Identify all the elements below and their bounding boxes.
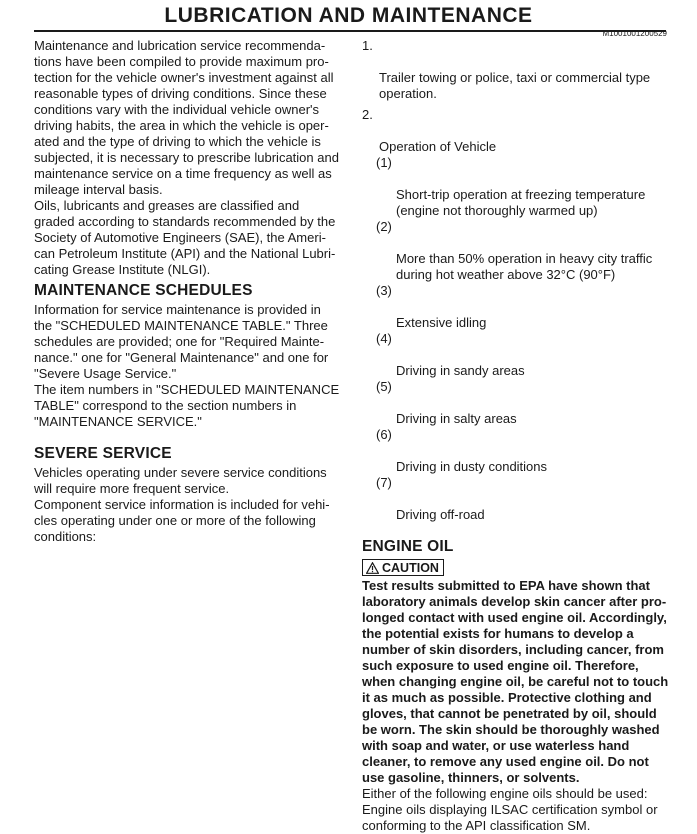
list-item-text: Operation of Vehicle — [379, 139, 497, 154]
sublist-item-text: Extensive idling — [396, 315, 487, 330]
list-item-text: Trailer towing or police, taxi or commercial type operation. — [379, 70, 651, 101]
sublist-item-number: (2) — [376, 219, 392, 234]
sublist-item — [362, 219, 671, 283]
right-column — [362, 38, 671, 834]
schedules-paragraph-2: The item numbers in "SCHEDULED MAINTENANCE TABLE" correspond to the section numbers in "MAINTENANCE SERVICE." — [34, 382, 340, 429]
sublist-item — [362, 379, 671, 427]
warning-triangle-icon — [366, 562, 379, 574]
list-item — [362, 107, 671, 155]
schedules-paragraph-1: Information for service maintenance is provided in the "SCHEDULED MAINTENANCE TABLE." Three schedules are provided; one for "Required Mainte- nance." one for "General Maintenance" and one for "Severe Usage Service." — [34, 302, 329, 381]
severe-service-heading: SEVERE SERVICE — [34, 445, 172, 462]
list-item — [362, 38, 671, 102]
sublist-item-text: More than 50% operation in heavy city traffic during hot weather above 32°C (90°F) — [396, 251, 653, 282]
sublist-item-text: Short-trip operation at freezing temperature (engine not thoroughly warmed up) — [396, 187, 646, 218]
conditions-list — [362, 38, 671, 523]
severe-paragraph-2: Component service information is included for vehi- cles operating under one or more of the following conditions: — [34, 497, 330, 544]
engine-oil-paragraph-1: Either of the following engine oils should be used: — [362, 786, 648, 801]
caution-text: Test results submitted to EPA have shown that laboratory animals develop skin cancer after pro- longed contact with used engine oil. Accordingly, the potential exists for humans to develop a number of skin disorders, including cancer, from such exposure to used engine oil. Therefore, when changing engine oil, be careful not to touch it as much as possible. Protective clothing and gloves, that cannot be penetrated by oil, should be worn. The skin should be thoroughly washed with soap and water, or use waterless hand cleaner, to remove any used engine oil. Do not use gasoline, thinners, or solvents. — [362, 578, 669, 785]
caution-label-box — [362, 559, 444, 576]
document-code: M1001001200529 — [602, 29, 667, 38]
severe-paragraph-1: Vehicles operating under severe service conditions will require more frequent service. — [34, 465, 327, 496]
caution-label: CAUTION — [382, 560, 439, 575]
sublist-item-text: Driving in dusty conditions — [396, 459, 548, 474]
sublist-item — [362, 331, 671, 379]
intro-paragraph-2: Oils, lubricants and greases are classified and graded according to standards recommended by the Society of Automotive Engineers (SAE), the Ameri- can Petroleum Institute (API) and the National Lubri- cating Grease Institute (NLGI). — [34, 198, 336, 277]
list-item-number: 2. — [362, 107, 373, 122]
sublist-item-number: (1) — [376, 155, 392, 170]
sublist-item — [362, 283, 671, 331]
left-column — [34, 38, 341, 545]
sublist-item — [362, 475, 671, 523]
sublist-item-text: Driving in sandy areas — [396, 363, 525, 378]
sublist-item-number: (6) — [376, 427, 392, 442]
sublist-item-number: (5) — [376, 379, 392, 394]
list-item-number: 1. — [362, 38, 373, 53]
sublist-item — [362, 427, 671, 475]
sublist-item-number: (3) — [376, 283, 392, 298]
engine-oil-paragraph-2: Engine oils displaying ILSAC certification symbol or conforming to the API classification SM. — [362, 802, 658, 833]
engine-oil-heading: ENGINE OIL — [362, 538, 454, 555]
sublist-item-text: Driving off-road — [396, 507, 485, 522]
maintenance-schedules-heading: MAINTENANCE SCHEDULES — [34, 282, 253, 299]
sublist-item-number: (7) — [376, 475, 392, 490]
sublist-item-number: (4) — [376, 331, 392, 346]
sublist-item-text: Driving in salty areas — [396, 411, 517, 426]
sublist-item — [362, 155, 671, 219]
intro-paragraph-1: Maintenance and lubrication service recommenda- tions have been compiled to provide maximum pro- tection for the vehicle owner's investment against all reasonable types of driving conditions. Since these conditions vary with the individual vehicle owner's driving habits, the area in which the vehicle is oper- ated and the type of driving to which the vehicle is subjected, it is necessary to prescribe lubrication and maintenance service on a time frequency as well as mileage interval basis. — [34, 38, 339, 197]
title-rule — [34, 30, 666, 32]
page-title: LUBRICATION AND MAINTENANCE — [164, 4, 533, 27]
